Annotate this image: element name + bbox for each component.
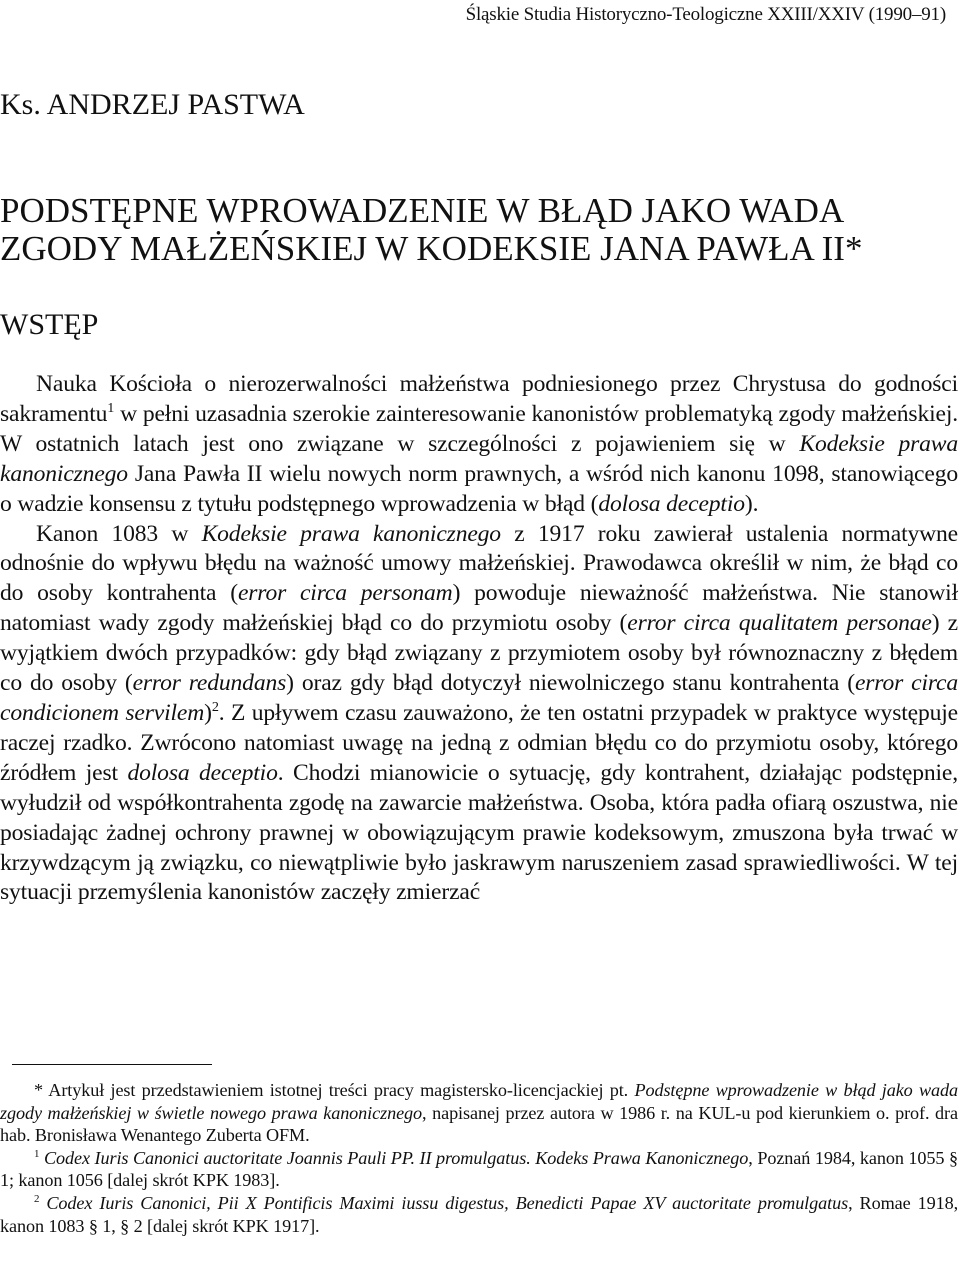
fn2-marker: 2	[34, 1192, 40, 1205]
article-title	[0, 192, 960, 268]
fn1-text: , Poznań 1984, kanon 1055 § 1; kanon 1056 [dalej skrót KPK 1983].	[0, 1147, 958, 1191]
p1-text-4: ).	[744, 490, 759, 517]
fn2-italic: Codex Iuris Canonici, Pii X Pontificis Maximi iussu digestus, Benedicti Papae XV auctoritate promulgatus	[46, 1192, 849, 1213]
footnote-2	[0, 1192, 958, 1237]
fn1-marker: 1	[34, 1147, 40, 1160]
p2-text-8: . Chodzi mianowicie o sytuację, gdy kontrahent, działając podstępnie, wyłudził od współkontrahenta zgodę na zawarcie małżeństwa. Osoba, która padła ofiarą oszustwa, nie posiadając żadnej ochrony prawnej w obowiązującym prawie kodeksowym, zmuszona była trwać w krzywdzącym ją związku, co niewątpliwie było jaskrawym naruszeniem zasad sprawiedliwości. W tej sytuacji przemyślenia kanonistów zaczęły zmierzać	[0, 759, 958, 906]
p1-italic-2: dolosa deceptio	[598, 490, 745, 517]
paragraph-2	[0, 520, 958, 909]
p2-text-2: z 1917 roku zawierał ustalenia normatywne odnośnie do wpływu błędu na ważność umowy małżeńskiej. Prawodawca określił w nim, że błąd co do osoby kontrahenta (	[0, 520, 958, 607]
paragraph-1	[0, 370, 958, 520]
p2-italic-4: error redundans	[132, 670, 287, 697]
p2-text-1: Kanon 1083 w	[36, 520, 202, 547]
p2-text-6: )	[204, 699, 212, 726]
journal-header: Śląskie Studia Historyczno-Teologiczne XXIII/XXIV (1990–91)	[465, 4, 946, 25]
fn-star-text-2: , napisanej przez autora w 1986 r. na KUL-u pod kierunkiem o. prof. dra hab. Bronisława Wenantego Zuberta OFM.	[0, 1102, 958, 1146]
p1-text-2: w pełni uzasadnia szerokie zainteresowanie kanonistów problematyką zgody małżeńskiej. W ostatnich latach jest ono związane w szczególności z pojawieniem się w	[0, 400, 958, 457]
fn-star-text-1: * Artykuł jest przedstawieniem istotnej treści pracy magistersko-licencjackiej pt.	[34, 1080, 635, 1100]
p2-text-7: . Z upływem czasu zauważono, że ten ostatni przypadek w praktyce występuje raczej rzadko. Zwrócono natomiast uwagę na jedną z odmian błędu co do przymiotu osoby, którego źródłem jest	[0, 699, 958, 786]
p2-text-3: ) powoduje nieważność małżeństwa. Nie stanowił natomiast wady zgody małżeńskiej błąd co do przymiotu osoby (	[0, 580, 958, 637]
fn1-italic: Codex Iuris Canonici auctoritate Joannis Pauli PP. II promulgatus. Kodeks Prawa Kanonicznego	[43, 1147, 749, 1168]
footnote-separator	[12, 1064, 212, 1065]
p2-text-4: ) z wyjątkiem dwóch przypadków: gdy błąd związany z przymiotem osoby był równoznaczny z błędem co do osoby (	[0, 610, 959, 697]
p1-text-3: Jana Pawła II wielu nowych norm prawnych, a wśród nich kanonu 1098, stanowiącego o wadzie konsensu z tytułu podstępnego wprowadzenia w błąd (	[0, 460, 958, 517]
p2-italic-6: dolosa deceptio	[127, 759, 278, 786]
footnotes	[0, 1079, 958, 1237]
fn2-text: , Romae 1918, kanon 1083 § 1, § 2 [dalej skrót KPK 1917].	[0, 1192, 959, 1236]
footnote-ref-1: 1	[107, 400, 115, 417]
p2-text-5: ) oraz gdy błąd dotyczył niewolniczego stanu kontrahenta (	[286, 670, 855, 697]
p2-italic-2: error circa personam	[237, 580, 453, 607]
section-heading: WSTĘP	[0, 308, 99, 341]
p1-italic-1: Kodeksie prawa kanonicznego	[0, 430, 959, 487]
footnote-ref-2: 2	[211, 699, 219, 716]
main-text	[0, 370, 958, 908]
article-author: Ks. ANDRZEJ PASTWA	[0, 88, 305, 121]
title-line-1: PODSTĘPNE WPROWADZENIE W BŁĄD JAKO WADA	[0, 191, 845, 230]
fn-star-italic: Podstępne wprowadzenie w błąd jako wada zgody małżeńskiej w świetle nowego prawa kanonicznego	[0, 1080, 958, 1123]
p2-italic-3: error circa qualitatem personae	[627, 610, 932, 637]
p2-italic-5: error circa condicionem servilem	[0, 670, 958, 726]
title-line-2: ZGODY MAŁŻEŃSKIEJ W KODEKSIE JANA PAWŁA II*	[0, 229, 863, 268]
p2-italic-1: Kodeksie prawa kanonicznego	[201, 520, 501, 547]
footnote-1	[0, 1147, 958, 1192]
p1-text-1: Nauka Kościoła o nierozerwalności małżeństwa podniesionego przez Chrystusa do godności sakramentu	[0, 371, 958, 427]
footnote-star	[0, 1079, 958, 1147]
